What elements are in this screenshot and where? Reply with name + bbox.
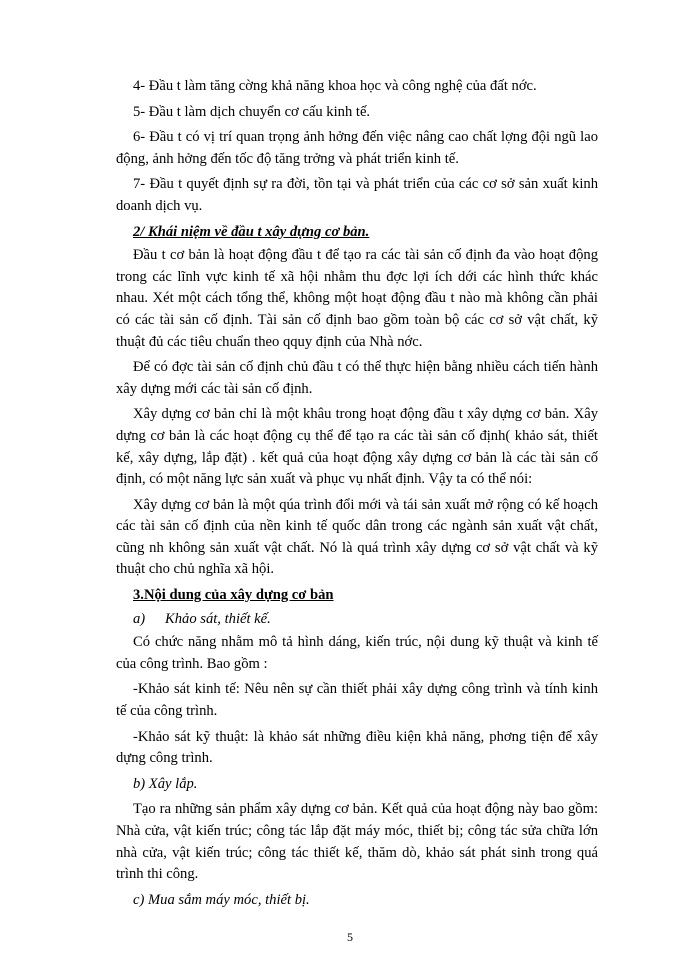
page-content <box>116 76 598 915</box>
section-b-paragraph: Tạo ra những sản phẩm xây dựng cơ bản. Kết quả của hoạt động này bao gồm: Nhà cửa, vật kiến trúc; công tác lắp đặt máy móc, thiết bị; công tác sửa chữa lớn nhà cửa, vật kiến trúc; công tác thiết kế, thăm dò, khảo sát phát sinh trong quá trình thi công. <box>116 801 598 883</box>
section-2-heading: 2/ Khái niệm về đầu t xây dựng cơ bản. <box>133 223 370 240</box>
section-a-paragraph: -Khảo sát kinh tế: Nêu nên sự cần thiết phải xây dựng công trình và tính kinh tế của công trình. <box>116 681 598 720</box>
section-a-paragraph: -Khảo sát kỹ thuật: là khảo sát những điều kiện khả năng, phơng tiện để xây dựng công trình. <box>116 728 598 767</box>
section-a-paragraph: Có chức năng nhằm mô tả hình dáng, kiến trúc, nội dung kỹ thuật và kinh tế của công trình. Bao gồm : <box>116 634 598 672</box>
page-number: 5 <box>347 930 353 944</box>
subsection-a-label: a) <box>133 610 146 627</box>
subsection-c-heading: c) Mua sắm máy móc, thiết bị. <box>133 891 310 908</box>
paragraph-item-4: 4- Đầu t làm tăng cờng khả năng khoa học và công nghệ của đất nớc. <box>133 78 537 94</box>
section-2-paragraph: Xây dựng cơ bản là một qúa trình đổi mới và tái sản xuất mở rộng có kế hoạch các tài sản cố định của nền kinh tế quốc dân trong các ngành sản xuất vật chất, cũng nh không sản xuất vật chất. Nó là quá trình xây dựng cơ sở vật chất và kỹ thuật cho chủ nghĩa xã hội. <box>116 496 598 578</box>
subsection-a-heading <box>116 609 598 631</box>
subsection-a-title: Khảo sát, thiết kế. <box>165 610 271 627</box>
section-3-heading: 3.Nội dung của xây dựng cơ bản <box>133 587 334 604</box>
paragraph-item-7: 7- Đầu t quyết định sự ra đời, tồn tại và phát triển của các cơ sở sản xuất kinh doanh dịch vụ. <box>116 176 598 214</box>
section-2-paragraph: Để có đợc tài sản cố định chủ đầu t có thể thực hiện bằng nhiều cách tiến hành xây dựng mới các tài sản cố định. <box>116 359 598 397</box>
section-2-paragraph: Xây dựng cơ bản chỉ là một khâu trong hoạt động đầu t xây dựng cơ bản. Xây dựng cơ bản là các hoạt động cụ thể để tạo ra các tài sản cố định( khảo sát, thiết kế, xây dựng, lắp đặt) . kết quả của hoạt động xây dựng cơ bản là các tài sản cố định, có một năng lực sản xuất và phục vụ nhất định. Vậy ta có thể nói: <box>116 406 598 488</box>
section-2-paragraph: Đầu t cơ bản là hoạt động đầu t để tạo ra các tài sản cố định đa vào hoạt động trong các lĩnh vực kinh tế xã hội nhằm thu đợc lợi ích dới các hình thức khác nhau. Xét một cách tổng thể, không một hoạt động đầu t nào mà không cần phải có các tài sản cố định. Tài sản cố định bao gồm toàn bộ các cơ sở vật chất, kỹ thuật đủ các tiêu chuẩn theo qquy định của Nhà nớc. <box>116 247 598 350</box>
paragraph-item-5: 5- Đầu t làm dịch chuyển cơ cấu kinh tế. <box>133 103 371 120</box>
paragraph-item-6: 6- Đầu t có vị trí quan trọng ảnh hởng đến việc nâng cao chất lợng đội ngũ lao động, ảnh hởng đến tốc độ tăng trởng và phát triển kinh tế. <box>116 129 598 167</box>
subsection-b-heading: b) Xây lắp. <box>133 775 198 792</box>
